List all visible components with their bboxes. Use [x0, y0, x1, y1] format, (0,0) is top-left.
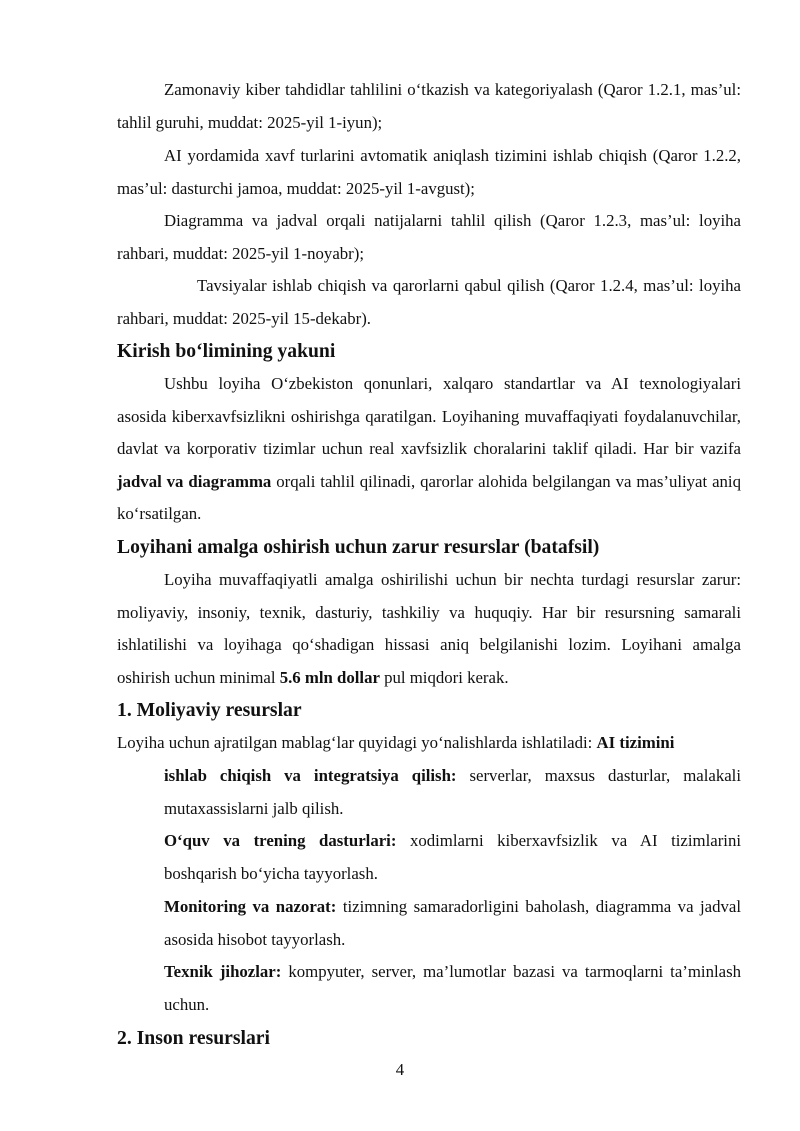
paragraph-recommendations: Tavsiyalar ishlab chiqish va qarorlarni qabul qilish (Qaror 1.2.4, mas’ul: loyiha rahbari, muddat: 2025-yil 15-dekabr).	[117, 276, 741, 328]
list-item-training	[164, 825, 741, 890]
page-number: 4	[395, 1060, 405, 1079]
resources-text-a: Loyiha muvaffaqiyatli amalga oshirilishi uchun bir nechta turdagi resurslar zarur: moliyaviy, insoniy, texnik, dasturiy, tashkiliy va huquqiy. Har bir resursning samarali ishlatilishi va loyihaga qo‘shadigan hissasi aniq belgilanishi lozim. Loyihani amalga oshirish uchun minimal	[117, 570, 741, 687]
list-item-hardware	[164, 956, 741, 1021]
paragraph-threat-analysis: Zamonaviy kiber tahdidlar tahlilini o‘tkazish va kategoriyalash (Qaror 1.2.1, mas’ul: tahlil guruhi, muddat: 2025-yil 1-iyun);	[117, 80, 741, 132]
heading-human-resources: 2. Inson resurslari	[117, 1027, 270, 1049]
item-bold: Monitoring va nazorat:	[164, 897, 337, 916]
paragraph-resources	[117, 564, 741, 694]
resources-text-b: pul miqdori kerak.	[379, 667, 509, 687]
heading-financial-resources: 1. Moliyaviy resurslar	[117, 699, 302, 721]
intro-bold: jadval va diagramma	[117, 471, 272, 491]
heading-resources: Loyihani amalga oshirish uchun zarur resurslar (batafsil)	[117, 536, 600, 558]
item-bold: Texnik jihozlar:	[164, 962, 282, 981]
fin-text-a: Loyiha uchun ajratilgan mablag‘lar quyidagi yo‘nalishlarda ishlatiladi:	[117, 733, 597, 752]
resources-bold: 5.6 mln dollar	[279, 667, 380, 687]
fin-bold-b: ishlab chiqish va integratsiya qilish:	[164, 766, 457, 785]
heading-intro-conclusion: Kirish bo‘limining yakuni	[117, 340, 336, 362]
paragraph-financial-intro	[117, 727, 741, 760]
paragraph-diagram-analysis: Diagramma va jadval orqali natijalarni tahlil qilish (Qaror 1.2.3, mas’ul: loyiha rahbari, muddat: 2025-yil 1-noyabr);	[117, 211, 741, 263]
fin-text-b: serverlar, maxsus dasturlar, malakali mutaxassislarni jalb qilish.	[164, 766, 741, 818]
paragraph-ai-detection: AI yordamida xavf turlarini avtomatik aniqlash tizimini ishlab chiqish (Qaror 1.2.2, mas’ul: dasturchi jamoa, muddat: 2025-yil 1-avgust);	[117, 146, 741, 198]
item-text: tizimning samaradorligini baholash, diagramma va jadval asosida hisobot tayyorlash.	[164, 897, 741, 949]
fin-bold-a: AI tizimini	[596, 733, 675, 752]
intro-text-b: orqali tahlil qilinadi, qarorlar alohida belgilangan va mas’uliyat aniq ko‘rsatilgan.	[117, 471, 741, 524]
list-item-ai-development	[164, 760, 741, 825]
list-item-monitoring	[164, 891, 741, 956]
intro-text-a: Ushbu loyiha O‘zbekiston qonunlari, xalqaro standartlar va AI texnologiyalari asosida kiberxavfsizlikni oshirishga qaratilgan. Loyihaning muvaffaqiyati foydalanuvchilar, davlat va korporativ tizimlar uchun real xavfsizlik choralarini taklif qiladi. Har bir vazifa	[117, 374, 741, 459]
item-bold: O‘quv va trening dasturlari:	[164, 831, 397, 850]
item-text: kompyuter, server, ma’lumotlar bazasi va tarmoqlarni ta’minlash uchun.	[164, 962, 741, 1014]
item-text: xodimlarni kiberxavfsizlik va AI tizimlarini boshqarish bo‘yicha tayyorlash.	[164, 831, 742, 883]
paragraph-intro-conclusion	[117, 368, 741, 531]
